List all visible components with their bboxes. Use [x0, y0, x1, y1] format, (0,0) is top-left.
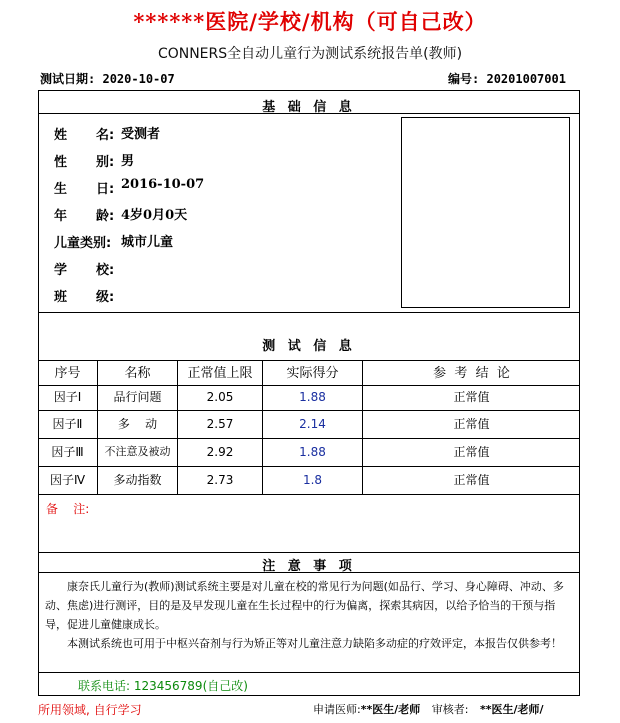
field-age-value: 4岁0月0天 — [121, 208, 188, 223]
reviewer-label: 审核者: — [431, 703, 469, 716]
table-row-conclusion: 正常值 — [453, 417, 490, 431]
reviewer-value: **医生/老师/ — [479, 703, 544, 716]
photo-box — [401, 117, 570, 308]
test-date-value: 2020-10-07 — [102, 72, 175, 86]
notes-paragraph: 本测试系统也可用于中枢兴奋剂与行为矫正等对儿童注意力缺陷多动症的疗效评定，本报告仅供参考！ — [67, 637, 562, 650]
divider — [38, 113, 580, 114]
report-subtitle: CONNERS全自动儿童行为测试系统报告单(教师) — [157, 46, 463, 62]
table-row-score: 1.8 — [302, 473, 323, 487]
field-gender-value: 男 — [121, 154, 135, 169]
serial-value: 20201007001 — [486, 72, 566, 86]
field-category-value: 城市儿童 — [121, 235, 174, 250]
applicant-value: **医生/老师 — [360, 703, 421, 716]
table-row-name: 多 动 — [117, 417, 158, 431]
test-date-label: 测试日期: — [40, 72, 96, 86]
table-row-id: 因子Ⅰ — [53, 390, 82, 404]
divider — [38, 552, 580, 553]
table-row-id: 因子Ⅳ — [49, 473, 86, 487]
table-row-id: 因子Ⅱ — [52, 417, 83, 431]
table-row-conclusion: 正常值 — [453, 473, 490, 487]
divider — [38, 360, 580, 361]
serial-number — [448, 70, 566, 87]
table-row-upper: 2.57 — [206, 417, 234, 431]
col-header-conclusion: 参 考 结 论 — [433, 366, 510, 381]
divider — [38, 572, 580, 573]
divider — [38, 672, 580, 673]
table-row-name: 不注意及被动 — [104, 445, 171, 458]
table-row-name: 多动指数 — [113, 473, 162, 487]
notes-title: 注 意 事 项 — [262, 559, 356, 574]
table-row-score: 1.88 — [299, 445, 326, 459]
divider — [38, 312, 580, 313]
footer-note: 所用领域, 自行学习 — [38, 703, 142, 717]
table-row-score: 2.14 — [299, 417, 326, 431]
col-header-upper: 正常值上限 — [187, 366, 253, 381]
table-row-conclusion: 正常值 — [453, 390, 490, 404]
table-row-upper: 2.05 — [206, 390, 234, 404]
remarks-label: 备 注: — [46, 502, 90, 516]
col-header-name: 名称 — [124, 366, 151, 381]
col-header-score: 实际得分 — [286, 366, 339, 381]
table-row-upper: 2.73 — [206, 473, 234, 487]
test-date — [40, 70, 175, 87]
field-name-value: 受测者 — [121, 127, 161, 142]
contact-phone: 联系电话: 123456789(自己改) — [78, 679, 248, 693]
col-header-id: 序号 — [54, 366, 81, 381]
applicant-label: 申请医师: — [313, 703, 361, 716]
applicant — [313, 701, 544, 717]
notes-paragraph: 康奈氏儿童行为(教师)测试系统主要是对儿童在校的常见行为问题(如品行、学习、身心障碍、冲动、多动、焦虑)进行测评，目的是及早发现儿童在生长过程中的行为偏离，探索其病因，以给予恰当的干预与指导，促进儿童健康成长。 — [45, 580, 564, 631]
field-birthday-value: 2016-10-07 — [121, 177, 205, 192]
notes-body — [45, 577, 575, 653]
table-row-conclusion: 正常值 — [453, 445, 490, 459]
test-info-title: 测 试 信 息 — [262, 339, 356, 354]
institution-title: ******医院/学校/机构（可自己改） — [133, 9, 487, 34]
basic-info-title: 基 础 信 息 — [262, 100, 356, 115]
serial-label: 编号: — [448, 72, 480, 86]
table-row-id: 因子Ⅲ — [51, 445, 84, 459]
table-row-score: 1.88 — [299, 390, 326, 404]
table-row-name: 品行问题 — [113, 390, 162, 404]
table-row-upper: 2.92 — [206, 445, 234, 459]
divider — [38, 494, 580, 495]
